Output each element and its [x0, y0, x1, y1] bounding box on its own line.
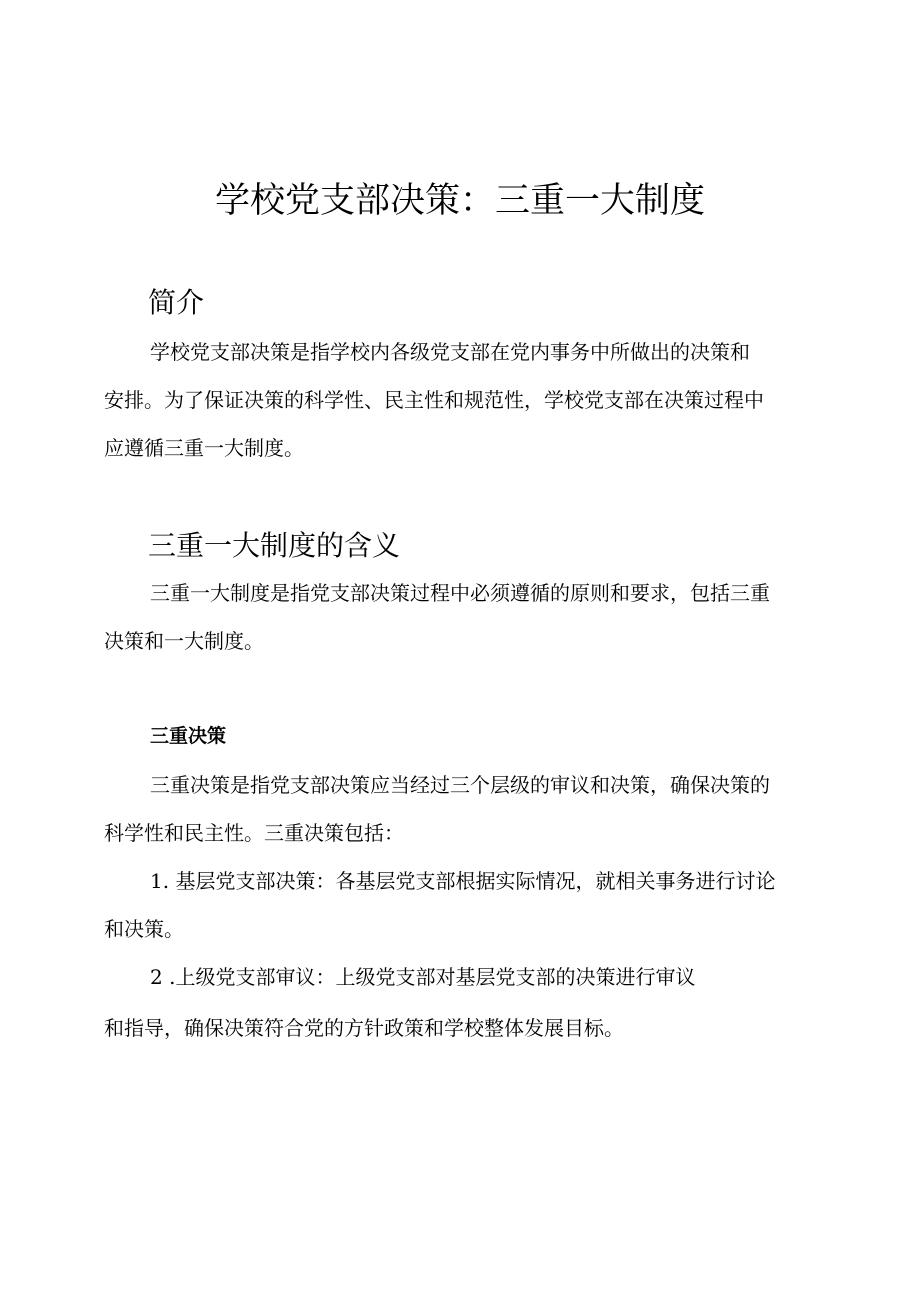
intro-line-3: 应遵循三重一大制度。	[104, 436, 304, 460]
section-heading-three-decisions: 三重决策	[150, 725, 227, 747]
section-heading-meaning: 三重一大制度的含义	[148, 529, 401, 562]
meaning-line-1: 三重一大制度是指党支部决策过程中必须遵循的原则和要求，包括三重	[150, 581, 770, 605]
list-item-1-line-2: 和决策。	[104, 917, 184, 941]
list-item-2-line-1: 2 .上级党支部审议：上级党支部对基层党支部的决策进行审议	[150, 965, 696, 989]
intro-line-1: 学校党支部决策是指学校内各级党支部在党内事务中所做出的决策和	[150, 340, 750, 364]
list-item-1-line-1: 1. 基层党支部决策：各基层党支部根据实际情况，就相关事务进行讨论	[150, 869, 776, 893]
meaning-line-2: 决策和一大制度。	[104, 629, 264, 653]
three-decisions-line-2: 科学性和民主性。三重决策包括：	[104, 821, 404, 845]
three-decisions-line-1: 三重决策是指党支部决策应当经过三个层级的审议和决策，确保决策的	[150, 773, 770, 797]
document-title: 学校党支部决策：三重一大制度	[214, 181, 705, 221]
list-item-2-line-2: 和指导，确保决策符合党的方针政策和学校整体发展目标。	[104, 1016, 624, 1040]
intro-line-2: 安排。为了保证决策的科学性、民主性和规范性，学校党支部在决策过程中	[104, 388, 764, 412]
section-heading-intro: 简介	[148, 286, 205, 319]
